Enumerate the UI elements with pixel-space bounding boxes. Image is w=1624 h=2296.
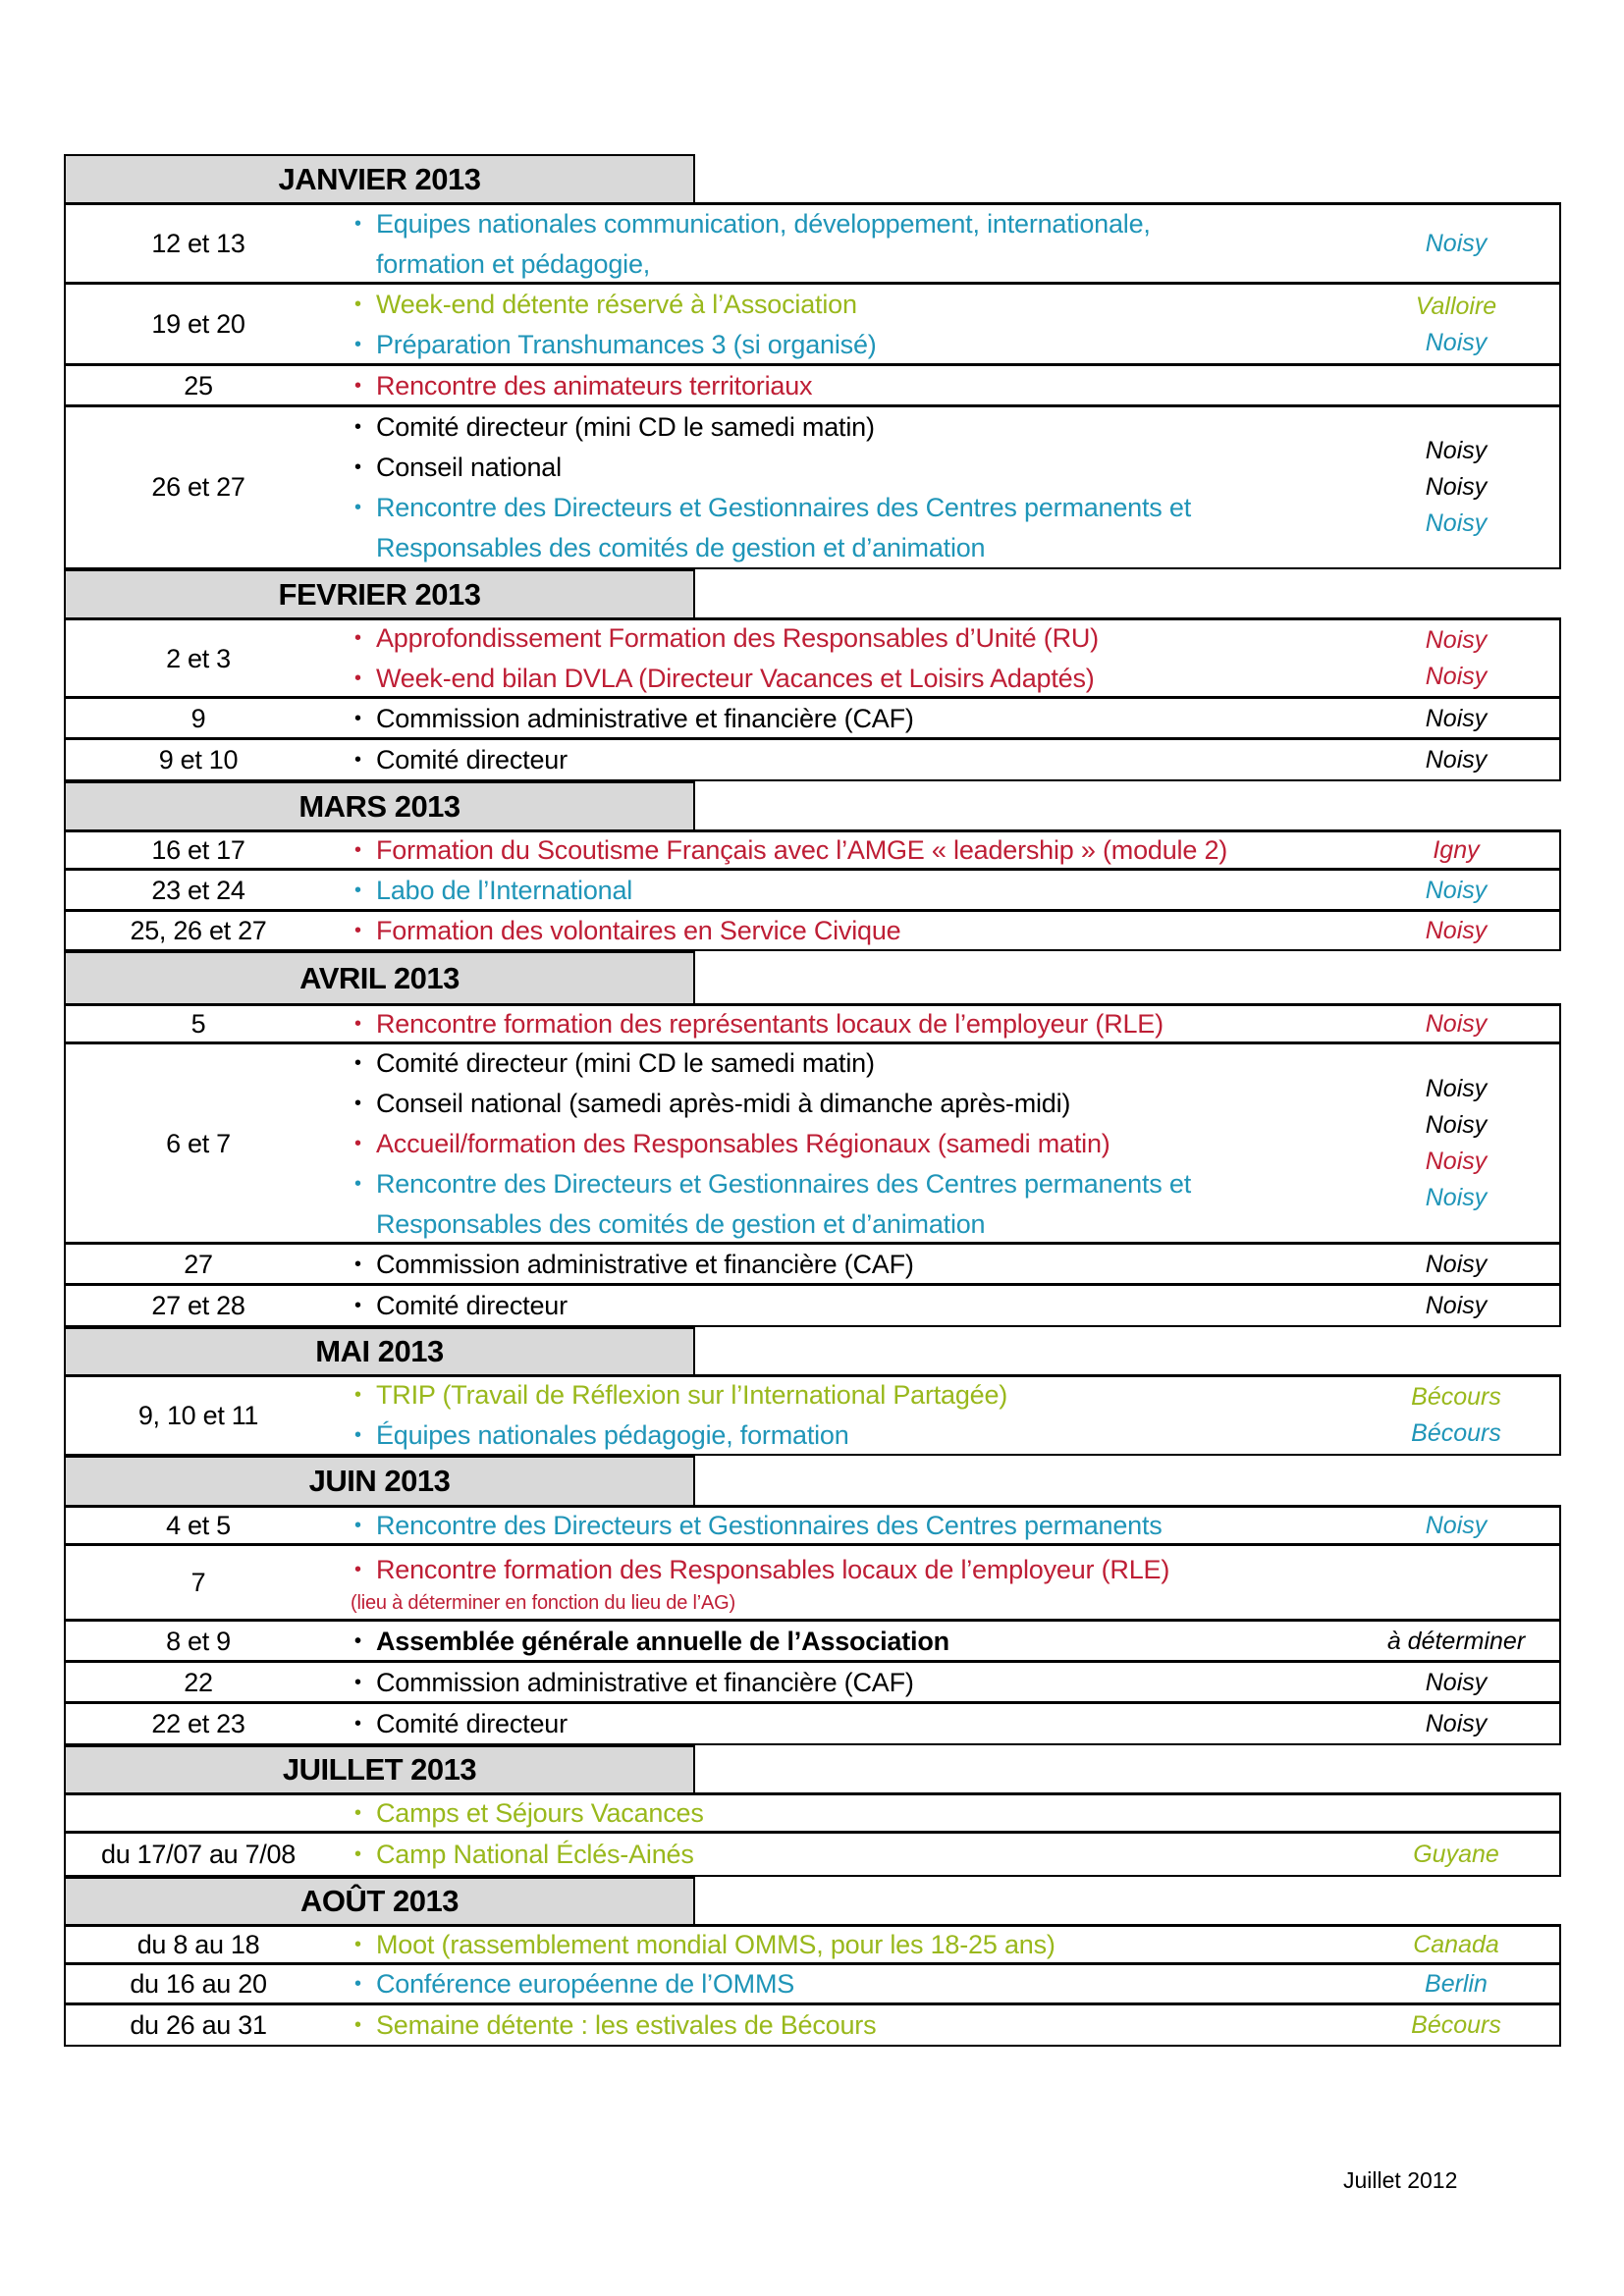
event-date: 27 — [184, 1249, 213, 1279]
event-item — [352, 1415, 1353, 1456]
event-list — [331, 912, 1353, 949]
event-text: Moot (rassemblement mondial OMMS, pour les 18-25 ans) — [376, 1930, 1056, 1959]
bullet-icon: • — [354, 1172, 361, 1195]
month-header — [64, 781, 1561, 829]
event-text: Week-end détente réservé à l’Association — [376, 289, 857, 319]
event-location: Bécours — [1411, 2010, 1501, 2039]
month-title: JUIN 2013 — [64, 1456, 695, 1505]
event-locations — [1353, 1044, 1559, 1243]
event-location: Guyane — [1413, 1840, 1499, 1868]
event-item — [352, 1286, 1353, 1326]
event-date: 9 — [190, 703, 206, 733]
event-location: Noisy — [1425, 1075, 1488, 1102]
bullet-icon: • — [354, 1515, 361, 1536]
event-list — [331, 1663, 1353, 1702]
month-title: JUILLET 2013 — [64, 1745, 695, 1792]
event-text: Rencontre des Directeurs et Gestionnaires des Centres permanents et — [376, 1168, 1192, 1199]
bullet-icon: • — [354, 748, 361, 771]
event-item — [352, 488, 1353, 528]
event-locations — [1353, 1546, 1559, 1620]
event-locations — [1353, 366, 1559, 405]
event-location: Noisy — [1425, 437, 1488, 464]
event-text: Camps et Séjours Vacances — [376, 1798, 704, 1828]
event-text: Semaine détente : les estivales de Bécours — [376, 2009, 877, 2040]
event-date: 23 et 24 — [151, 875, 245, 905]
event-item — [352, 1124, 1353, 1164]
event-locations — [1353, 620, 1559, 697]
event-list — [331, 1286, 1353, 1325]
event-locations — [1353, 1663, 1559, 1702]
event-date: 2 et 3 — [166, 643, 231, 673]
event-item — [352, 1835, 1353, 1875]
event-date: 26 et 27 — [151, 472, 245, 502]
event-list — [331, 871, 1353, 910]
bullet-icon: • — [354, 1934, 361, 1955]
event-location: Noisy — [1425, 473, 1488, 501]
event-list — [331, 1927, 1353, 1963]
event-text: Responsables des comités de gestion et d’animation — [376, 532, 986, 562]
event-item — [352, 618, 1353, 659]
event-date: 12 et 13 — [151, 229, 245, 258]
month-section — [64, 154, 1561, 569]
month-header — [64, 1456, 1561, 1505]
event-location: Noisy — [1425, 1184, 1488, 1211]
event-text: Accueil/formation des Responsables Régionaux (samedi matin) — [376, 1128, 1110, 1158]
event-row — [64, 1962, 1561, 2005]
event-item — [352, 407, 1353, 448]
event-date: 19 et 20 — [151, 309, 245, 339]
event-locations — [1353, 1834, 1559, 1875]
event-text: Conseil national (samedi après-midi à dimanche après-midi) — [376, 1088, 1071, 1118]
event-location: Noisy — [1425, 1291, 1488, 1319]
event-text: TRIP (Travail de Réflexion sur l’International Partagée) — [376, 1380, 1008, 1410]
event-list — [331, 1834, 1353, 1875]
event-text: (lieu à déterminer en fonction du lieu de l’AG) — [351, 1592, 735, 1614]
event-date: 22 et 23 — [151, 1708, 245, 1738]
event-locations — [1353, 1286, 1559, 1325]
event-text: Comité directeur (mini CD le samedi matin) — [376, 1047, 875, 1078]
event-text: Rencontre des Directeurs et Gestionnaires des Centres permanents — [376, 1511, 1163, 1540]
event-date: du 8 au 18 — [136, 1930, 260, 1959]
bullet-icon: • — [354, 455, 361, 478]
event-text: Commission administrative et financière (CAF) — [376, 1249, 914, 1279]
event-row — [64, 1924, 1561, 1965]
event-date: du 26 au 31 — [130, 2009, 267, 2040]
event-text: Conférence européenne de l’OMMS — [376, 1969, 795, 1999]
event-location: Igny — [1433, 836, 1480, 864]
month-title: MAI 2013 — [64, 1327, 695, 1374]
month-header — [64, 154, 1561, 202]
event-locations — [1353, 1377, 1559, 1454]
event-item — [352, 204, 1353, 244]
bullet-icon: • — [354, 1559, 361, 1580]
event-text: Rencontre formation des Responsables locaux de l’employeur (RLE) — [376, 1555, 1170, 1584]
event-row — [64, 1543, 1561, 1622]
event-location: Noisy — [1425, 1709, 1488, 1737]
month-section — [64, 1327, 1561, 1456]
month-section — [64, 1877, 1561, 2047]
event-row — [64, 1619, 1561, 1663]
event-text: Responsables des comités de gestion et d’animation — [376, 1208, 986, 1239]
event-text: Comité directeur (mini CD le samedi matin) — [376, 411, 875, 442]
event-text: formation et pédagogie, — [376, 248, 651, 279]
event-note — [351, 1590, 1353, 1616]
event-text: Formation du Scoutisme Français avec l’AMGE « leadership » (module 2) — [376, 835, 1228, 865]
bullet-icon: • — [354, 1802, 361, 1824]
event-text: Commission administrative et financière (CAF) — [376, 1667, 914, 1697]
event-row — [64, 617, 1561, 699]
event-locations — [1353, 205, 1559, 283]
event-item — [352, 1204, 1353, 1245]
event-row — [64, 1660, 1561, 1704]
month-section — [64, 1745, 1561, 1877]
event-date: 22 — [184, 1667, 213, 1697]
event-item — [352, 1164, 1353, 1204]
event-location: Noisy — [1425, 663, 1488, 690]
event-list — [331, 366, 1353, 405]
bullet-icon: • — [354, 212, 361, 235]
bullet-icon: • — [354, 707, 361, 729]
event-locations — [1353, 832, 1559, 869]
event-row — [64, 202, 1561, 285]
event-locations — [1353, 1965, 1559, 2003]
bullet-icon: • — [354, 2013, 361, 2036]
event-item — [352, 1375, 1353, 1415]
event-list — [331, 2005, 1353, 2045]
event-item — [352, 659, 1353, 699]
event-row — [64, 1003, 1561, 1044]
bullet-icon: • — [354, 1629, 361, 1652]
event-location: Bécours — [1411, 1383, 1501, 1411]
event-location: Noisy — [1425, 626, 1488, 654]
event-date: 25 — [184, 370, 213, 400]
event-item — [352, 1622, 1353, 1662]
event-text: Comité directeur — [376, 1708, 568, 1738]
event-location: Noisy — [1425, 916, 1488, 944]
event-item — [352, 1550, 1353, 1590]
event-row — [64, 829, 1561, 871]
event-item — [352, 1506, 1353, 1546]
event-row — [64, 404, 1561, 569]
month-title: MARS 2013 — [64, 781, 695, 829]
event-locations — [1353, 1245, 1559, 1284]
event-locations — [1353, 1622, 1559, 1661]
event-list — [331, 1377, 1353, 1454]
event-list — [331, 1965, 1353, 2003]
month-section — [64, 781, 1561, 951]
event-locations — [1353, 871, 1559, 910]
event-item — [352, 699, 1353, 739]
event-location: Noisy — [1425, 230, 1488, 257]
event-text: Commission administrative et financière (CAF) — [376, 703, 914, 733]
event-row — [64, 1374, 1561, 1456]
month-section — [64, 1456, 1561, 1745]
month-header — [64, 1877, 1561, 1924]
event-location: Bécours — [1411, 1419, 1501, 1447]
bullet-icon: • — [354, 1013, 361, 1035]
month-title: AOÛT 2013 — [64, 1877, 695, 1924]
event-item — [352, 830, 1353, 871]
event-date: 8 et 9 — [166, 1626, 231, 1656]
event-item — [352, 285, 1353, 325]
event-item — [352, 528, 1353, 568]
event-date: 9, 10 et 11 — [137, 1400, 259, 1430]
bullet-icon: • — [354, 1092, 361, 1114]
event-location: Valloire — [1415, 292, 1497, 320]
event-row — [64, 2002, 1561, 2047]
event-item — [352, 1964, 1353, 2004]
event-locations — [1353, 740, 1559, 779]
bullet-icon: • — [354, 293, 361, 315]
event-list — [331, 1006, 1353, 1042]
footer-date: Juillet 2012 — [1343, 2167, 1458, 2193]
event-location: Noisy — [1425, 745, 1488, 774]
event-item — [352, 244, 1353, 285]
event-date: 6 et 7 — [166, 1128, 231, 1158]
bullet-icon: • — [354, 333, 361, 355]
event-row — [64, 1831, 1561, 1877]
event-item — [352, 1793, 1353, 1834]
event-date: du 17/07 au 7/08 — [101, 1839, 296, 1869]
event-locations — [1353, 2005, 1559, 2045]
event-text: Équipes nationales pédagogie, formation — [376, 1420, 849, 1450]
event-text: Rencontre des animateurs territoriaux — [376, 370, 813, 400]
bullet-icon: • — [354, 879, 361, 901]
event-location: Noisy — [1425, 876, 1488, 904]
event-locations — [1353, 285, 1559, 364]
event-location: Noisy — [1425, 1148, 1488, 1175]
event-text: Rencontre formation des représentants locaux de l’employeur (RLE) — [376, 1009, 1164, 1039]
event-list — [331, 620, 1353, 697]
event-locations — [1353, 699, 1559, 738]
event-text: Préparation Transhumances 3 (si organisé) — [376, 329, 877, 359]
event-date: 25, 26 et 27 — [130, 915, 267, 945]
event-item — [352, 366, 1353, 406]
event-text: Equipes nationales communication, développement, internationale, — [376, 208, 1151, 239]
bullet-icon: • — [354, 1132, 361, 1154]
event-locations — [1353, 912, 1559, 949]
event-list — [331, 699, 1353, 738]
event-date: 9 et 10 — [158, 744, 239, 774]
event-item — [352, 740, 1353, 780]
event-text: Labo de l’International — [376, 875, 633, 905]
event-list — [331, 1622, 1353, 1661]
event-date — [66, 1795, 331, 1832]
bullet-icon: • — [354, 919, 361, 941]
event-item — [352, 2005, 1353, 2046]
event-item — [352, 1704, 1353, 1744]
bullet-icon: • — [354, 839, 361, 861]
bullet-icon: • — [354, 1671, 361, 1693]
month-title: JANVIER 2013 — [64, 154, 695, 202]
event-row — [64, 1283, 1561, 1327]
event-item — [352, 1043, 1353, 1084]
event-item — [352, 1925, 1353, 1965]
calendar-table — [64, 154, 1561, 2047]
event-row — [64, 696, 1561, 740]
event-list — [331, 740, 1353, 779]
event-row — [64, 868, 1561, 912]
event-text: Camp National Éclés-Ainés — [376, 1839, 694, 1869]
event-date: du 16 au 20 — [130, 1969, 267, 1999]
bullet-icon: • — [354, 1384, 361, 1406]
event-list — [331, 1704, 1353, 1743]
bullet-icon: • — [354, 1051, 361, 1074]
event-list — [331, 1245, 1353, 1284]
bullet-icon: • — [354, 1712, 361, 1735]
event-item — [352, 911, 1353, 951]
event-text: Week-end bilan DVLA (Directeur Vacances et Loisirs Adaptés) — [376, 664, 1095, 693]
event-location: Noisy — [1425, 1250, 1488, 1278]
event-date: 7 — [190, 1568, 206, 1597]
bullet-icon: • — [354, 1253, 361, 1275]
event-locations — [1353, 1927, 1559, 1963]
bullet-icon: • — [354, 1294, 361, 1316]
event-item — [352, 448, 1353, 488]
event-row — [64, 1041, 1561, 1245]
event-list — [331, 205, 1353, 283]
event-locations — [1353, 1795, 1559, 1832]
event-location: Berlin — [1425, 1970, 1488, 1998]
bullet-icon: • — [354, 627, 361, 649]
event-list — [331, 1508, 1353, 1544]
bullet-icon: • — [354, 667, 361, 689]
event-locations — [1353, 1704, 1559, 1743]
event-row — [64, 737, 1561, 781]
event-row — [64, 282, 1561, 366]
event-location: Noisy — [1425, 1010, 1488, 1038]
event-row — [64, 1701, 1561, 1745]
event-locations — [1353, 1508, 1559, 1544]
event-list — [331, 1795, 1353, 1832]
event-location: Canada — [1413, 1931, 1499, 1958]
event-text: Assemblée générale annuelle de l’Association — [376, 1626, 949, 1656]
event-list — [331, 832, 1353, 869]
event-text: Formation des volontaires en Service Civique — [376, 915, 901, 945]
event-location: à déterminer — [1386, 1627, 1526, 1655]
month-header — [64, 569, 1561, 617]
bullet-icon: • — [354, 1973, 361, 1995]
event-locations — [1353, 407, 1559, 567]
event-list — [331, 1546, 1353, 1620]
bullet-icon: • — [354, 1424, 361, 1446]
bullet-icon: • — [354, 374, 361, 397]
event-locations — [1353, 1006, 1559, 1042]
event-text: Conseil national — [376, 452, 562, 482]
event-date: 27 et 28 — [151, 1290, 245, 1320]
event-row — [64, 1792, 1561, 1834]
event-text: Rencontre des Directeurs et Gestionnaires des Centres permanents et — [376, 492, 1192, 522]
bullet-icon: • — [354, 415, 361, 438]
event-location: Noisy — [1425, 509, 1488, 537]
month-section — [64, 951, 1561, 1327]
event-row — [64, 363, 1561, 407]
event-location: Noisy — [1425, 328, 1488, 356]
event-row — [64, 1505, 1561, 1546]
event-text: Approfondissement Formation des Responsables d’Unité (RU) — [376, 623, 1099, 653]
event-item — [352, 1004, 1353, 1044]
month-title: AVRIL 2013 — [64, 951, 695, 1003]
event-text: Comité directeur — [376, 744, 568, 774]
month-header — [64, 1327, 1561, 1374]
month-header — [64, 951, 1561, 1003]
bullet-icon: • — [354, 496, 361, 518]
event-date: 4 et 5 — [166, 1511, 231, 1540]
event-date: 5 — [190, 1009, 206, 1039]
event-row — [64, 1242, 1561, 1286]
event-text: Comité directeur — [376, 1290, 568, 1320]
event-location: Noisy — [1425, 1512, 1488, 1539]
event-location: Noisy — [1425, 1111, 1488, 1139]
event-date: 16 et 17 — [151, 835, 245, 865]
month-title: FEVRIER 2013 — [64, 569, 695, 617]
event-list — [331, 1044, 1353, 1243]
month-section — [64, 569, 1561, 781]
event-item — [352, 325, 1353, 365]
event-item — [352, 1245, 1353, 1285]
event-list — [331, 407, 1353, 567]
event-location: Noisy — [1425, 704, 1488, 732]
bullet-icon: • — [354, 1842, 361, 1865]
event-item — [352, 1663, 1353, 1703]
event-location: Noisy — [1425, 1668, 1488, 1696]
month-header — [64, 1745, 1561, 1792]
event-list — [331, 285, 1353, 364]
event-row — [64, 909, 1561, 951]
event-item — [352, 1084, 1353, 1124]
event-item — [352, 871, 1353, 911]
